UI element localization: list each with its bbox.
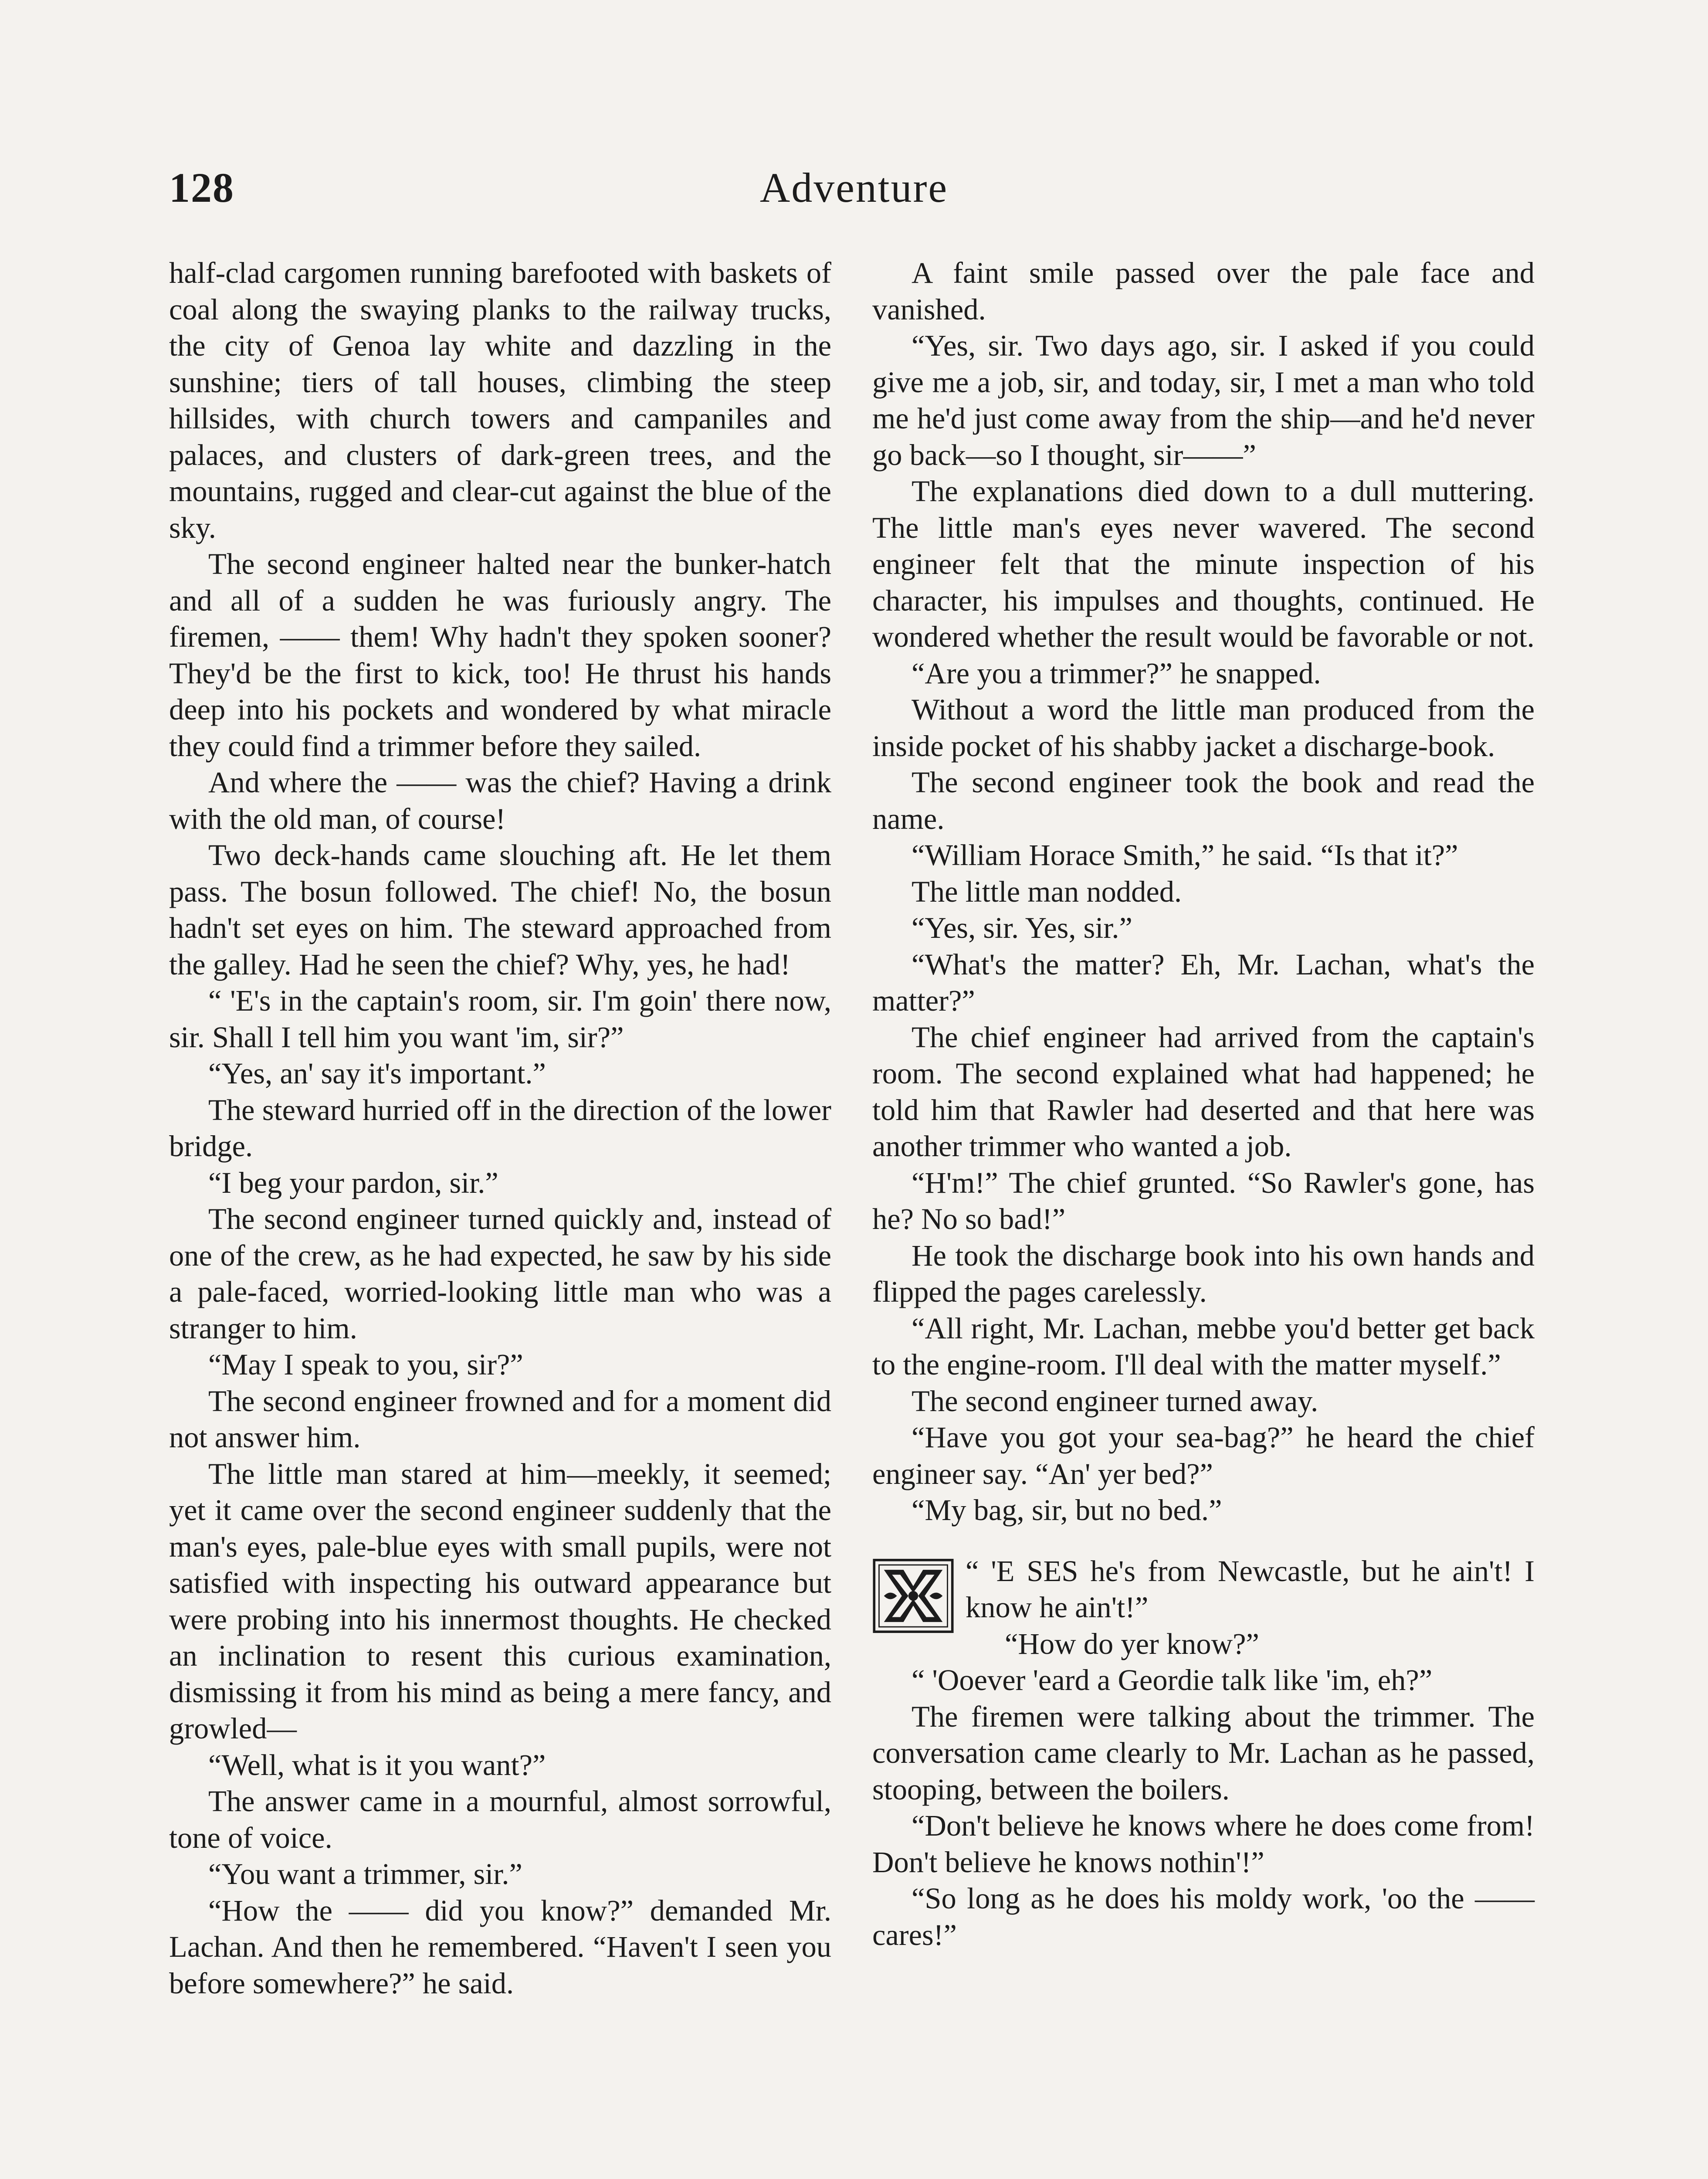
paragraph: The steward hurried off in the direction of the lower bridge. (169, 1093, 831, 1163)
paragraph: The second engineer turned away. (912, 1384, 1318, 1418)
dropcap-text: “ 'E SES he's from Newcastle, but he ain't! I know he ain't!” (966, 1554, 1535, 1624)
paragraph: “May I speak to you, sir?” (208, 1348, 523, 1381)
running-head: Adventure (759, 164, 949, 211)
paragraph: “I beg your pardon, sir.” (208, 1166, 498, 1199)
paragraph: The answer came in a mournful, almost sorrowful, tone of voice. (169, 1785, 831, 1854)
paragraph: “Have you got your sea-bag?” he heard the chief engineer say. “An' yer bed?” (872, 1421, 1535, 1490)
paragraph: “You want a trimmer, sir.” (208, 1857, 522, 1891)
paragraph: “Yes, sir. Two days ago, sir. I asked if you could give me a job, sir, and today, sir, I met a man who told me he'd just come away from the ship—and he'd never go back—so I thought, sir——” (872, 329, 1535, 472)
paragraph: “So long as he does his moldy work, 'oo the —— cares!” (872, 1882, 1535, 1952)
paragraph: He took the discharge book into his own hands and flipped the pages carelessly. (872, 1239, 1535, 1308)
paragraph: “How the —— did you know?” demanded Mr. Lachan. And then he remembered. “Haven't I seen you before somewhere?” he said. (169, 1894, 831, 2000)
paragraph: “My bag, sir, but no bed.” (912, 1493, 1222, 1527)
ornamental-initial-icon (872, 1558, 954, 1633)
paragraph: “Yes, an' say it's important.” (208, 1057, 546, 1090)
paragraph: “Are you a trimmer?” he snapped. (912, 656, 1321, 690)
paragraph: “Yes, sir. Yes, sir.” (912, 911, 1132, 944)
page-number: 128 (169, 164, 234, 211)
paragraph: “H'm!” The chief grunted. “So Rawler's gone, has he? No so bad!” (872, 1166, 1535, 1235)
paragraph: “ 'E's in the captain's room, sir. I'm goin' there now, sir. Shall I tell him you want 'im, sir?” (169, 984, 831, 1054)
paragraph: The explanations died down to a dull muttering. The little man's eyes never wavered. The second engineer felt that the minute inspection of his character, his impulses and thoughts, continued. He wondered whether the result would be favorable or not. (872, 475, 1535, 653)
paragraph: “All right, Mr. Lachan, mebbe you'd better get back to the engine-room. I'll deal with the matter myself.” (872, 1311, 1535, 1381)
paragraph: Without a word the little man produced from the inside pocket of his shabby jacket a discharge-book. (872, 693, 1535, 763)
left-column (169, 255, 831, 2002)
paragraph: The firemen were talking about the trimmer. The conversation came clearly to Mr. Lachan as he passed, stooping, between the boilers. (872, 1700, 1535, 1806)
paragraph: The second engineer frowned and for a moment did not answer him. (169, 1384, 831, 1454)
paragraph: “Well, what is it you want?” (208, 1748, 546, 1782)
paragraph: The chief engineer had arrived from the captain's room. The second explained what had happened; he told him that Rawler had deserted and that here was another trimmer who wanted a job. (872, 1020, 1535, 1163)
paragraph: And where the —— was the chief? Having a drink with the old man, of course! (169, 766, 831, 835)
paragraph: The little man stared at him—meekly, it seemed; yet it came over the second engineer suddenly that the man's eyes, pale-blue eyes with small pupils, were not satisfied with inspecting his outward appearance but were probing into his innermost thoughts. He checked an inclination to resent this curious examination, dismissing it from his mind as being a mere fancy, and growled— (169, 1457, 831, 1745)
paragraph: The second engineer took the book and read the name. (872, 766, 1535, 835)
paragraph: “William Horace Smith,” he said. “Is that it?” (912, 838, 1458, 872)
paragraph: “How do yer know?” (1005, 1627, 1259, 1660)
paragraph: “What's the matter? Eh, Mr. Lachan, what's the matter?” (872, 947, 1535, 1017)
paragraph: The second engineer turned quickly and, instead of one of the crew, as he had expected, he saw by his side a pale-faced, worried-looking little man who was a stranger to him. (169, 1202, 831, 1345)
dropcap-paragraph (872, 1553, 1535, 1626)
paragraph: “Don't believe he knows where he does come from! Don't believe he knows nothin'!” (872, 1809, 1535, 1879)
paragraph: The second engineer halted near the bunker-hatch and all of a sudden he was furiously angry. The firemen, —— them! Why hadn't they spoken sooner? They'd be the first to kick, too! He thrust his hands deep into his pockets and wondered by what miracle they could find a trimmer before they sailed. (169, 547, 831, 763)
paragraph: Two deck-hands came slouching aft. He let them pass. The bosun followed. The chief! No, the bosun hadn't set eyes on him. The steward approached from the galley. Had he seen the chief? Why, yes, he had! (169, 838, 831, 981)
paragraph: The little man nodded. (912, 875, 1182, 908)
paragraph: “ 'Ooever 'eard a Geordie talk like 'im, eh?” (912, 1663, 1433, 1697)
section-break (872, 1529, 1535, 1553)
paragraph: A faint smile passed over the pale face and vanished. (872, 256, 1535, 326)
paragraph: half-clad cargomen running barefooted with baskets of coal along the swaying planks to the railway trucks, the city of Genoa lay white and dazzling in the sunshine; tiers of tall houses, climbing the steep hillsides, with church towers and campaniles and palaces, and clusters of dark-green trees, and the mountains, rugged and clear-cut against the blue of the sky. (169, 256, 831, 544)
right-column (872, 255, 1535, 1953)
